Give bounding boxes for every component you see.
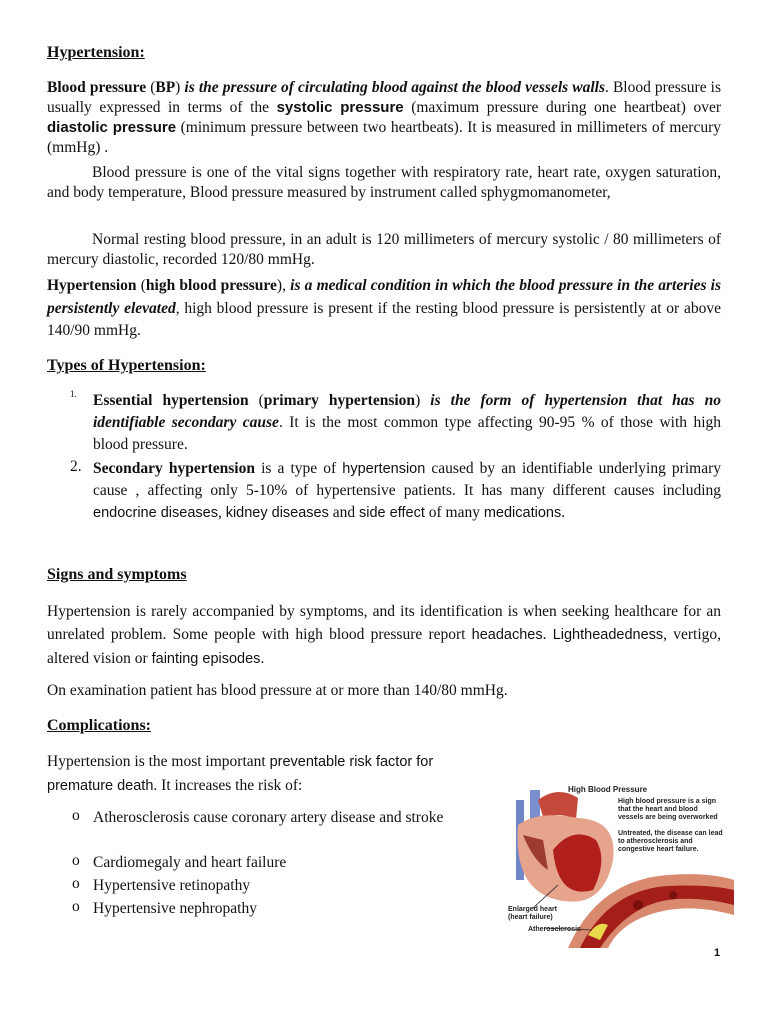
high-blood-pressure-figure: [508, 780, 734, 948]
bullet-marker: o: [72, 898, 80, 915]
bullet-marker: o: [72, 875, 80, 892]
text-run: and: [328, 504, 360, 521]
paragraph-signs: [47, 600, 721, 671]
paragraph-hypertension-definition: [47, 275, 721, 343]
page-number: 1: [714, 947, 721, 959]
text-run: . It is the most common type affecting 90-95 % of those with high blood pressure.: [93, 414, 721, 453]
text-run: .: [561, 504, 566, 521]
text-run: primary hypertension: [263, 392, 416, 409]
text-run: is the pressure of circulating blood against the blood vessels walls: [184, 79, 605, 96]
list-item-complication: Atherosclerosis cause coronary artery disease and stroke: [93, 809, 444, 826]
figure-note: High blood pressure is a sign that the heart and blood vessels are being overworked: [618, 798, 718, 821]
text-run: headaches: [471, 627, 543, 643]
text-run: Hypertension is rarely accompanied by symptoms, and its identification is when seeking healthcare for an unrelated problem. Some people with high blood pressure report: [47, 603, 721, 643]
list-marker: 2.: [70, 458, 82, 475]
text-run: Hypertension is the most important: [47, 753, 270, 770]
text-run: (maximum pressure during one heartbeat) over: [403, 99, 721, 116]
text-run: . Blood pressure is usually expressed in terms of the: [47, 79, 721, 116]
list-item-complication: Hypertensive retinopathy: [93, 877, 251, 894]
text-run: endocrine diseases: [93, 505, 218, 521]
text-run: , high blood pressure is present if the resting blood pressure is persistently at or above 140/90 mmHg.: [47, 299, 721, 339]
text-run: , vertigo, altered vision or: [47, 626, 722, 667]
text-run: medications: [483, 505, 562, 521]
text-run: is a medical condition in which the blood pressure in the arteries is persistently elevated: [47, 277, 722, 317]
list-marker: 1.: [70, 389, 77, 399]
list-item-complication: Hypertensive nephropathy: [93, 900, 257, 917]
text-run: Essential hypertension: [93, 392, 249, 409]
figure-label-atherosclerosis: Atherosclerosis: [528, 926, 581, 933]
text-run: (: [146, 79, 156, 96]
text-run: Normal resting blood pressure, in an adult is 120 millimeters of mercury systolic / 80 millimeters of mercury diastolic, recorded 120/80 mmHg.: [47, 231, 721, 268]
text-run: Lightheadedness: [552, 627, 664, 643]
text-run: side effect: [359, 505, 425, 521]
text-run: (: [248, 392, 264, 409]
heading-signs: Signs and symptoms: [47, 566, 187, 583]
text-run: systolic pressure: [276, 99, 404, 116]
text-run: high blood pressure: [145, 277, 277, 294]
text-run: of many: [424, 504, 484, 521]
text-run: preventable risk factor for premature death: [47, 754, 434, 794]
bullet-marker: o: [72, 807, 80, 824]
text-run: .: [542, 626, 553, 643]
text-run: (: [136, 277, 146, 294]
text-run: Secondary hypertension: [93, 460, 255, 477]
text-run: .: [260, 650, 265, 667]
heading-hypertension: Hypertension:: [47, 44, 145, 61]
list-item-secondary: [93, 458, 721, 524]
paragraph-blood-pressure: [47, 78, 721, 158]
text-run: kidney diseases: [225, 505, 329, 521]
list-item-essential: [93, 390, 721, 456]
text-run: ): [415, 392, 431, 409]
text-run: Blood pressure is one of the vital signs together with respiratory rate, heart rate, oxygen saturation, and body temperature, Blood pressure measured by instrument called sphygmomanometer,: [47, 164, 721, 201]
text-run: is a type of: [254, 460, 343, 477]
figure-title: High Blood Pressure: [568, 785, 648, 794]
bullet-marker: o: [72, 852, 80, 869]
heading-types: Types of Hypertension:: [47, 357, 206, 374]
text-run: fainting episodes: [151, 651, 261, 667]
list-item-complication: Cardiomegaly and heart failure: [93, 854, 287, 871]
text-run: ): [175, 79, 185, 96]
paragraph-exam: [47, 681, 721, 701]
heading-complications: Complications:: [47, 717, 151, 734]
text-run: . It increases the risk of:: [153, 777, 303, 794]
paragraph-normal-bp: [47, 230, 721, 270]
text-run: On examination patient has blood pressure at or more than 140/80 mmHg.: [47, 682, 508, 699]
text-run: caused by an identifiable underlying primary cause , affecting only 5-10% of hypertensive patients. It has many different causes including: [93, 460, 721, 499]
text-run: Hypertension: [47, 277, 137, 294]
figure-note: Untreated, the disease can lead to atherosclerosis and congestive heart failure.: [618, 830, 723, 853]
text-run: Blood pressure: [47, 79, 147, 96]
text-run: hypertension: [342, 461, 426, 477]
text-run: diastolic pressure: [47, 119, 177, 136]
text-run: (minimum pressure between two heartbeats). It is measured in millimeters of mercury (mmHg) .: [47, 119, 721, 156]
text-run: ,: [217, 504, 226, 521]
paragraph-complications: [47, 750, 487, 798]
paragraph-vital-signs: [47, 163, 721, 203]
text-run: BP: [155, 79, 176, 96]
figure-label-heart: Enlarged heart (heart failure): [508, 906, 558, 921]
text-run: is the form of hypertension that has no identifiable secondary cause: [93, 392, 721, 431]
text-run: ),: [276, 277, 291, 294]
